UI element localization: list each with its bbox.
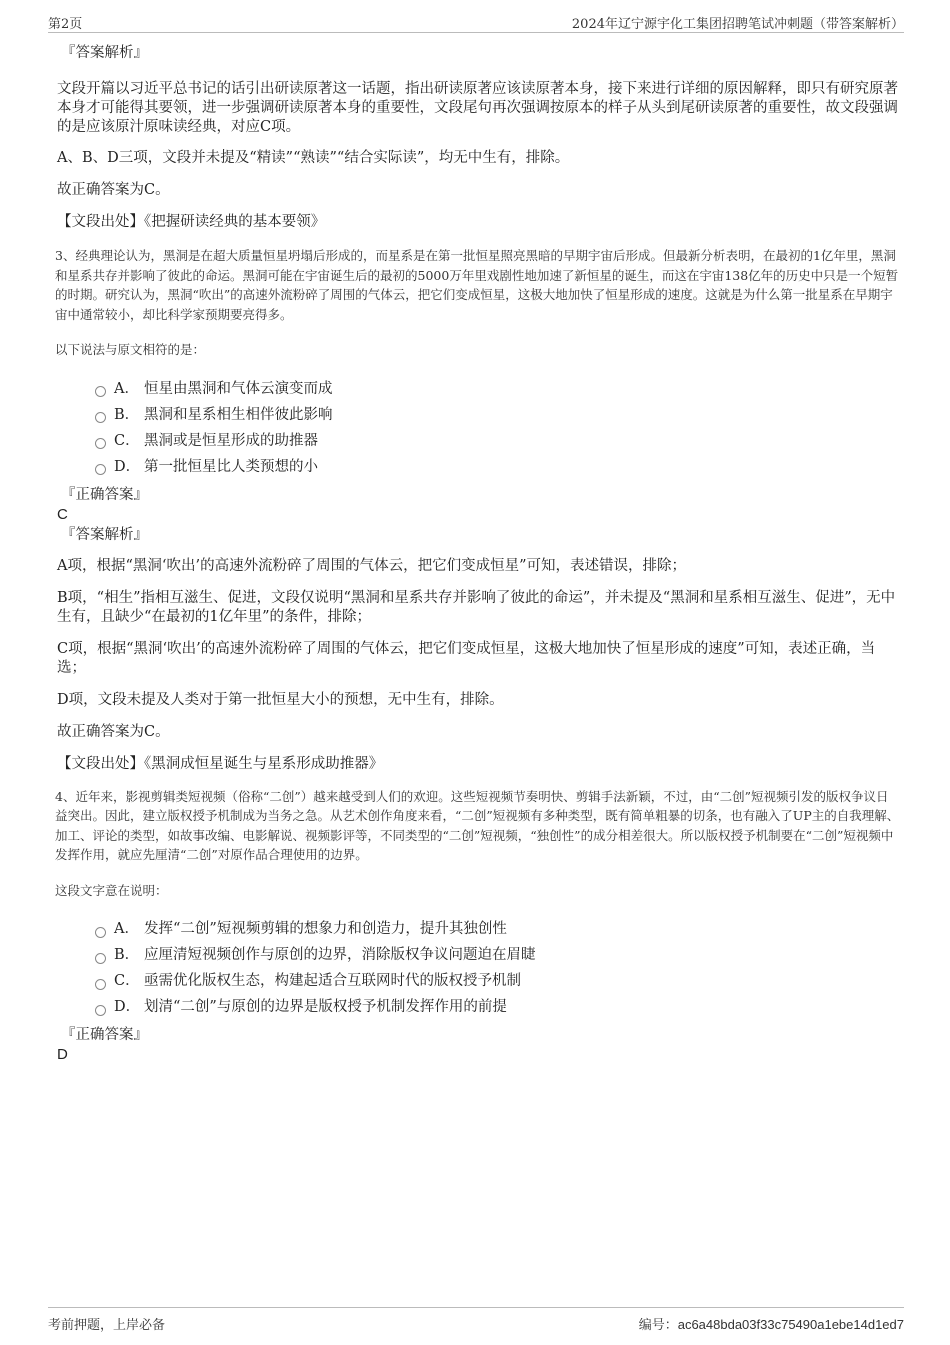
radio-icon[interactable] [95, 927, 106, 938]
footer-slogan: 考前押题，上岸必备 [48, 1318, 166, 1333]
q3-source: 【文段出处】《黑洞成恒星诞生与星系形成助推器》 [57, 755, 384, 772]
radio-icon[interactable] [95, 979, 106, 990]
q2-analysis-abd: A、B、D三项，文段并未提及“精读”“熟读”“结合实际读”，均无中生有，排除。 [57, 150, 570, 166]
q2-analysis-tag: 『答案解析』 [61, 45, 148, 61]
document-title: 2024年辽宁源宇化工集团招聘笔试冲刺题（带答案解析） [571, 17, 904, 32]
q3-correct-answer: C [57, 505, 68, 523]
q4-option-a[interactable]: A． 发挥“二创”短视频剪辑的想象力和创造力，提升其独创性 [95, 916, 900, 942]
q4-options [95, 916, 900, 1020]
q4-option-b[interactable]: B． 应厘清短视频创作与原创的边界，消除版权争议问题迫在眉睫 [95, 942, 900, 968]
radio-icon[interactable] [95, 386, 106, 397]
q3-option-c[interactable]: C． 黑洞或是恒星形成的助推器 [95, 428, 900, 454]
q4-prompt: 这段文字意在说明： [55, 882, 168, 898]
q3-analysis-b: B项，“相生”指相互滋生、促进，文段仅说明“黑洞和星系共存并影响了彼此的命运”，并未提及“黑洞和星系相互滋生、促进”，无中生有，且缺少“在最初的1亿年里”的条件，排除； [57, 589, 896, 625]
q4-correct-tag: 『正确答案』 [61, 1027, 148, 1043]
q4-correct-answer: D [57, 1046, 68, 1063]
q4-option-d[interactable]: D． 划清“二创”与原创的边界是版权授予机制发挥作用的前提 [95, 994, 900, 1020]
q3-option-a[interactable]: A． 恒星由黑洞和气体云演变而成 [95, 376, 900, 402]
q3-prompt: 以下说法与原文相符的是： [55, 342, 206, 357]
radio-icon[interactable] [95, 953, 106, 964]
q2-conclusion: 故正确答案为C。 [57, 182, 170, 198]
q3-analysis-tag: 『答案解析』 [61, 526, 148, 543]
q3-analysis-d: D项，文段未提及人类对于第一批恒星大小的预想，无中生有，排除。 [57, 691, 504, 708]
q3-options [95, 376, 900, 480]
radio-icon[interactable] [95, 412, 106, 423]
q2-analysis: 文段开篇以习近平总书记的话引出研读原著这一话题，指出研读原著应该读原著本身，接下来进行详细的原因解释，即只有研究原著本身才可能得其要领，进一步强调研读原著本身的重要性，文段尾句再次强调按原本的样子从头到尾研读原著的重要性，故文段强调的是应该原汁原味读经典，对应C项。 [57, 81, 898, 135]
q3-option-b[interactable]: B． 黑洞和星系相生相伴彼此影响 [95, 402, 900, 428]
radio-icon[interactable] [95, 1005, 106, 1016]
page-content [55, 44, 900, 1064]
radio-icon[interactable] [95, 438, 106, 449]
footer-code-block [639, 1314, 904, 1333]
q4-option-c[interactable]: C． 亟需优化版权生态，构建起适合互联网时代的版权授予机制 [95, 968, 900, 994]
footer-code: ac6a48bda03f33c75490a1ebe14d1ed7 [677, 1317, 904, 1332]
radio-icon[interactable] [95, 464, 106, 475]
q3-option-d[interactable]: D． 第一批恒星比人类预想的小 [95, 454, 900, 480]
footer-code-label: 编号： [638, 1318, 678, 1333]
q2-source: 【文段出处】《把握研读经典的基本要领》 [57, 214, 326, 230]
q3-correct-tag: 『正确答案』 [61, 486, 148, 503]
q4-stem: 4、近年来，影视剪辑类短视频（俗称“二创”）越来越受到人们的欢迎。这些短视频节奏明快、剪辑手法新颖，不过，由“二创”短视频引发的版权争议日益突出。因此，建立版权授予机制成为当务之急。从艺术创作角度来看，“二创”短视频有多种类型，既有简单粗暴的切条，也有融入了UP主的自我理解、加工、评论的类型，如故事改编、电影解说、视频影评等，不同类型的“二创”短视频，“独创性”的成分相差很大。所以版权授予机制要在“二创”短视频中发挥作用，就应先厘清“二创”对原作品合理使用的边界。 [55, 788, 900, 862]
q3-analysis-a: A项，根据“黑洞‘吹出’的高速外流粉碎了周围的气体云，把它们变成恒星”可知，表述错误，排除； [57, 557, 687, 574]
q3-stem: 3、经典理论认为，黑洞是在超大质量恒星坍塌后形成的，而星系是在第一批恒星照亮黑暗的早期宇宙后形成。但最新分析表明，在最初的1亿年里，黑洞和星系共存并影响了彼此的命运。黑洞可能在宇宙诞生后的最初的5000万年里戏剧性地加速了新恒星的诞生，而这在宇宙138亿年的历史中只是一个短暂的时期。研究认为，黑洞“吹出”的高速外流粉碎了周围的气体云，把它们变成恒星，这极大地加快了恒星形成的速度。这就是为什么第一批星系在早期宇宙中通常较小，却比科学家预期要亮得多。 [55, 248, 899, 322]
page-footer [48, 1307, 904, 1333]
q3-analysis-c: C项，根据“黑洞‘吹出’的高速外流粉碎了周围的气体云，把它们变成恒星，这极大地加快了恒星形成的速度”可知，表述正确，当选； [57, 640, 876, 676]
page-header [48, 10, 904, 33]
q3-conclusion: 故正确答案为C。 [57, 723, 170, 740]
page-number: 第2页 [48, 17, 83, 32]
